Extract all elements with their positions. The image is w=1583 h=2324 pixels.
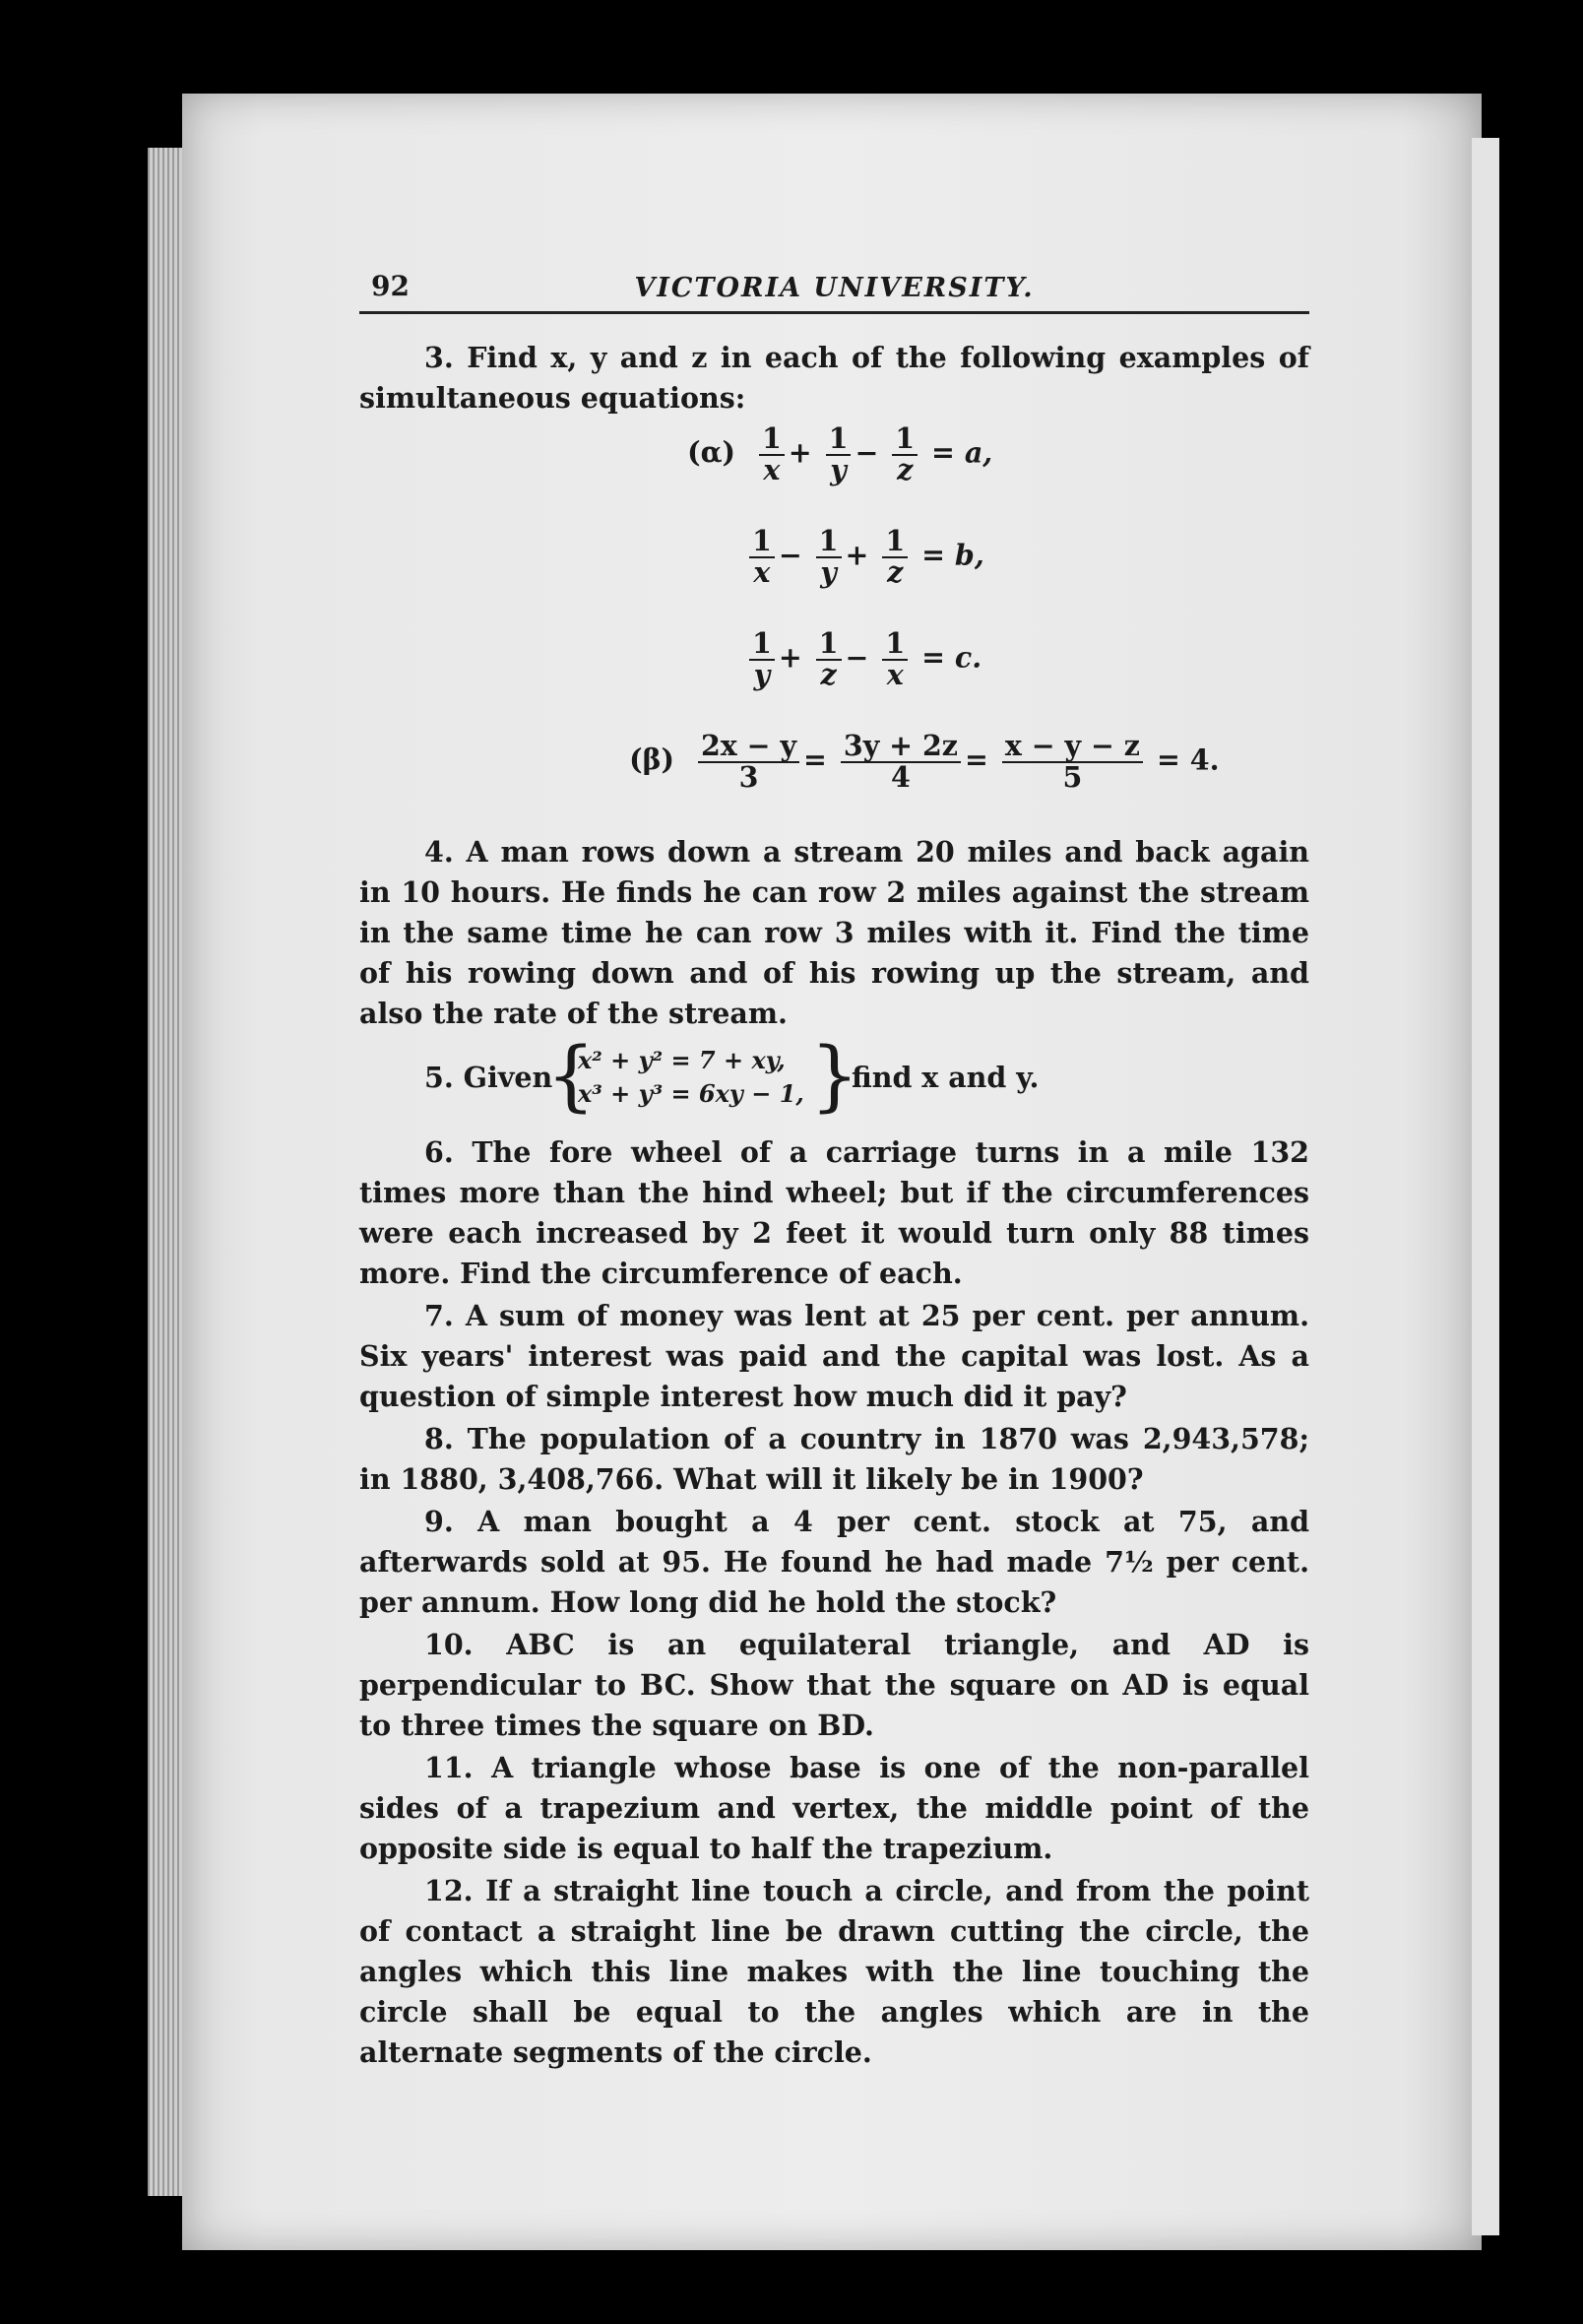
alpha-equation-2: $\frac{1}{x}$ − $\frac{1}{y}$ + $\frac{1}{z}$ = b, [359, 527, 1309, 629]
alpha-eq2-rhs: = b, [921, 538, 984, 572]
alpha-eq3-rhs: = c. [921, 640, 982, 675]
system-line-1: x² + y² = 7 + xy, [578, 1046, 786, 1074]
beta-numerator-3: x − y − z [1002, 732, 1143, 763]
facing-page-edge [1472, 138, 1499, 2235]
beta-numerator-2: 3y + 2z [841, 732, 961, 763]
page-header [359, 266, 1309, 314]
question-3-alpha [359, 421, 1309, 826]
left-brace: { [546, 1032, 596, 1121]
question-8: 8. The population of a country in 1870 was 2,943,578; in 1880, 3,408,766. What will it likely be in 1900? [359, 1422, 1309, 1496]
question-5-label: 5. Given [424, 1061, 553, 1094]
page-number: 92 [371, 270, 410, 302]
beta-denominator-3: 5 [1062, 759, 1083, 794]
question-3-intro: 3. Find x, y and z in each of the following examples of simultaneous equations: [359, 341, 1309, 415]
question-10: 10. ABC is an equilateral triangle, and AD is perpendicular to BC. Show that the square on AD is equal to three times the square on BD. [359, 1628, 1309, 1742]
system-line-2: x³ + y³ = 6xy − 1, [578, 1079, 804, 1108]
page-content [359, 266, 1309, 2075]
question-5 [359, 1032, 1309, 1123]
beta-label: (β) [629, 742, 674, 777]
running-title: VICTORIA UNIVERSITY. [634, 273, 1035, 303]
alpha-label: (α) [687, 435, 735, 470]
alpha-equation-1: (α) $\frac{1}{x}$ + $\frac{1}{y}$ − $\frac{1}{z}$ = a, [359, 424, 1309, 527]
page-edge-stack [148, 148, 187, 2196]
beta-rhs: = 4. [1156, 742, 1220, 777]
question-12: 12. If a straight line touch a circle, and from the point of contact a straight line be drawn cutting the circle, the angles which this line makes with the line touching the circle shall be equal to the angles which are in the alternate segments of the circle. [359, 1874, 1309, 2069]
beta-equation: (β) $\frac{2x - y}{3}$ = $\frac{3y + 2z}{4}$ = $\frac{x - y - z}{5}$ = 4. [359, 732, 1309, 826]
question-5-system [578, 1044, 804, 1111]
beta-denominator-2: 4 [891, 759, 911, 794]
question-6: 6. The fore wheel of a carriage turns in a mile 132 times more than the hind wheel; but if the circumferences were each increased by 2 feet it would turn only 88 times more. Find the circumference of each. [359, 1135, 1309, 1290]
beta-denominator-1: 3 [738, 759, 759, 794]
question-4: 4. A man rows down a stream 20 miles and back again in 10 hours. He finds he can row 2 miles against the stream in the same time he can row 3 miles with it. Find the time of his rowing down and of his rowing up the stream, and also the rate of the stream. [359, 835, 1309, 1030]
beta-numerator-1: 2x − y [698, 732, 799, 763]
question-9: 9. A man bought a 4 per cent. stock at 75, and afterwards sold at 95. He found he had made 7½ per cent. per annum. How long did he hold the stock? [359, 1505, 1309, 1619]
question-7: 7. A sum of money was lent at 25 per cent. per annum. Six years' interest was paid and the capital was lost. As a question of simple interest how much did it pay? [359, 1299, 1309, 1413]
alpha-equation-3: $\frac{1}{y}$ + $\frac{1}{z}$ − $\frac{1}{x}$ = c. [359, 629, 1309, 732]
question-11: 11. A triangle whose base is one of the non-parallel sides of a trapezium and vertex, the middle point of the opposite side is equal to half the trapezium. [359, 1751, 1309, 1865]
alpha-eq1-rhs: = a, [931, 435, 993, 470]
right-brace: } [810, 1032, 859, 1121]
question-5-tail: find x and y. [852, 1061, 1040, 1094]
